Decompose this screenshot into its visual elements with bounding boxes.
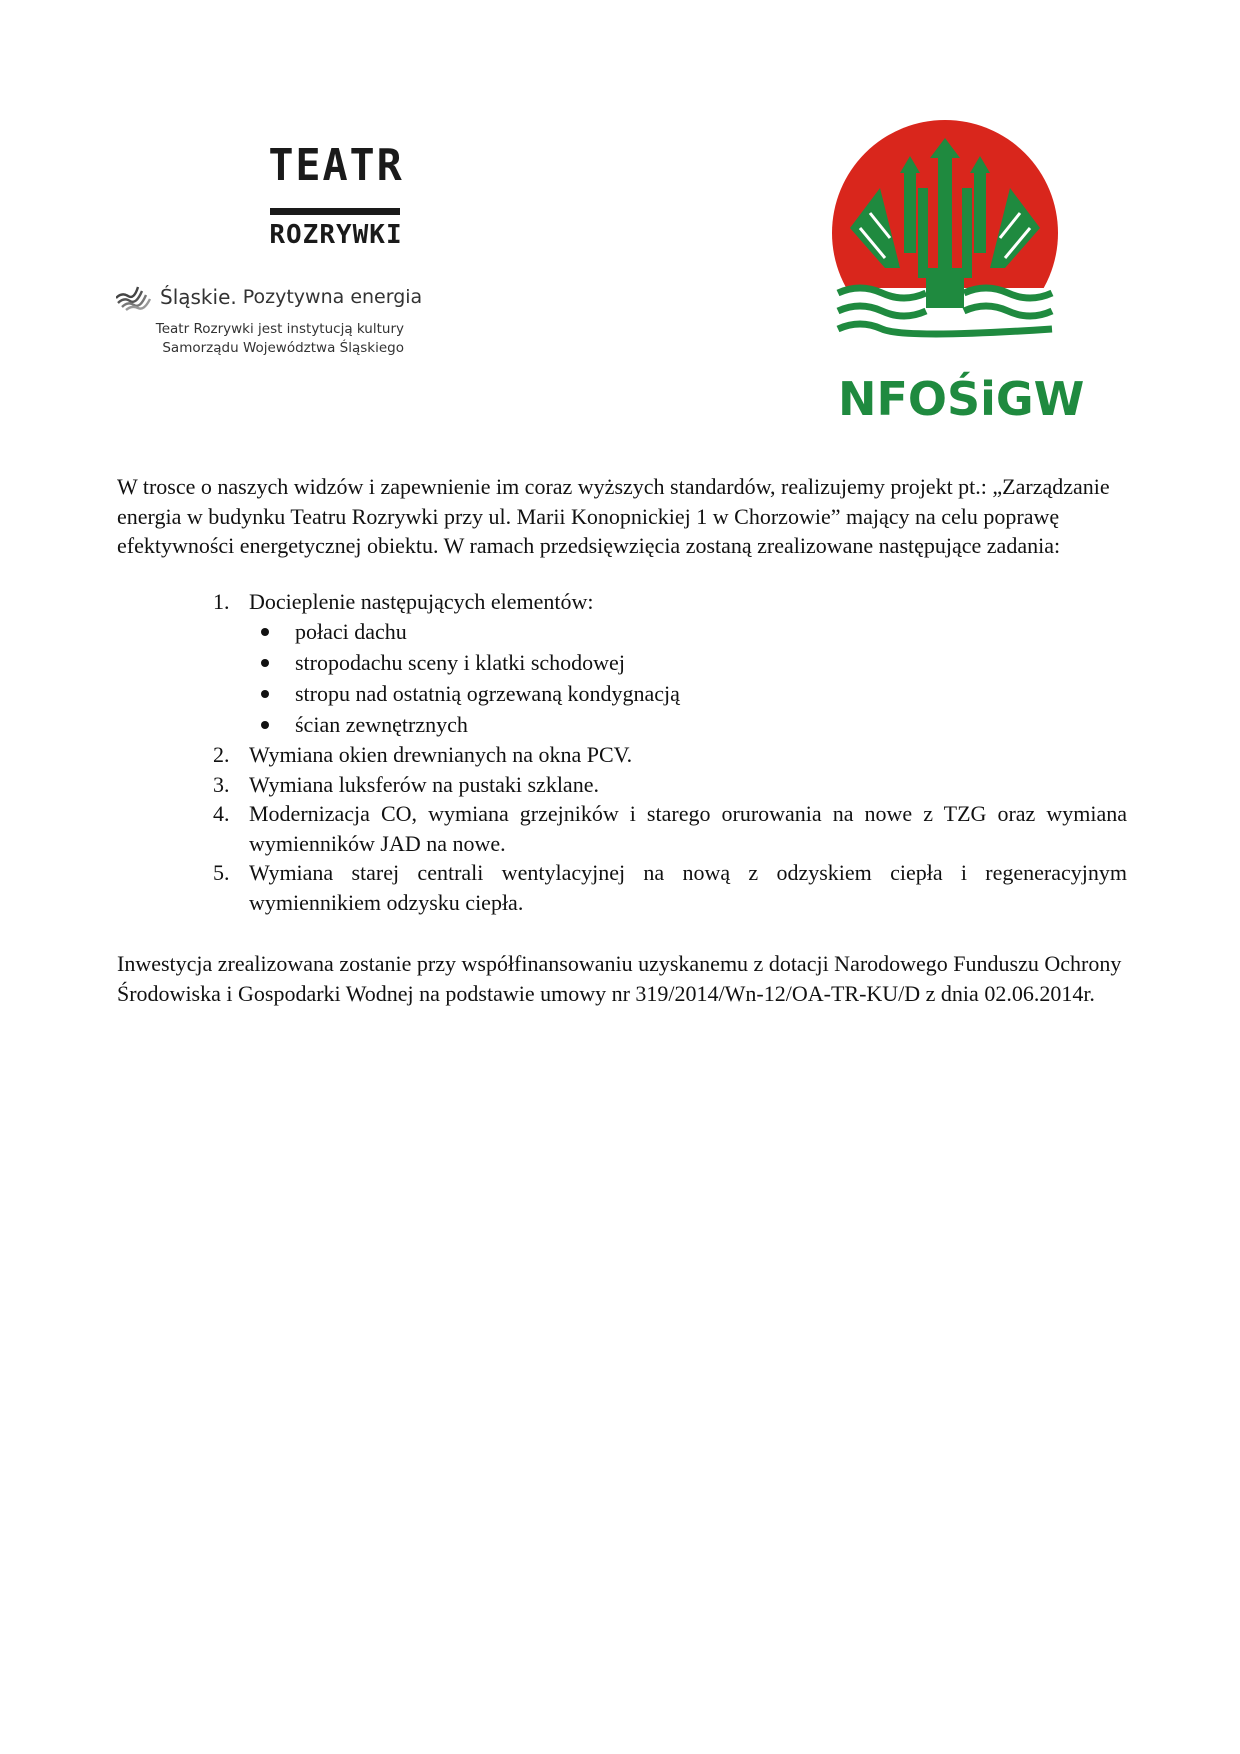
list-item — [213, 858, 1127, 917]
bullet-icon — [261, 690, 269, 698]
list-item — [213, 587, 1127, 617]
intro-paragraph: W trosce o naszych widzów i zapewnienie im coraz wyższych standardów, realizujemy projekt pt.: „Zarządzanie energia w budynku Teatru Rozrywki przy ul. Marii Konopnickiej 1 w Chorzowie” mający na celu poprawę efektywności energetycznej obiektu. W ramach przedsięwzięcia zostaną zrealizowane następujące zadania: — [117, 474, 1110, 558]
sub-list-item — [249, 709, 1127, 740]
sub-list-item — [249, 678, 1127, 709]
list-item — [213, 799, 1127, 858]
sub-list-item — [249, 616, 1127, 647]
institution-line2: Samorządu Województwa Śląskiego — [162, 340, 404, 356]
sub-list-item-text: połaci dachu — [295, 618, 407, 644]
list-item-text: Modernizacja CO, wymiana grzejników i starego orurowania na nowe z TZG oraz wymiana wymienników JAD na nowe. — [249, 801, 1127, 856]
slaskie-brand — [116, 280, 422, 314]
list-item-text: Wymiana starej centrali wentylacyjnej na nową z odzyskiem ciepła i regeneracyjnym wymiennikiem odzysku ciepła. — [249, 860, 1127, 915]
sub-list — [249, 616, 1127, 740]
list-item-text: Wymiana okien drewnianych na okna PCV. — [249, 742, 633, 767]
slaskie-tagline: Pozytywna energia — [242, 286, 423, 308]
sub-list-item — [249, 647, 1127, 678]
teatr-rozrywki-logo — [262, 140, 410, 268]
slaskie-name: Śląskie. — [160, 285, 237, 309]
document-body — [117, 472, 1127, 1008]
task-list — [213, 587, 1127, 918]
bullet-icon — [261, 628, 269, 636]
list-item — [213, 770, 1127, 800]
list-item-number: 3. — [213, 771, 230, 797]
bullet-icon — [261, 659, 269, 667]
closing-paragraph: Inwestycja zrealizowana zostanie przy współfinansowaniu uzyskanemu z dotacji Narodowego Funduszu Ochrony Środowiska i Gospodarki Wodnej na podstawie umowy nr 319/2014/Wn-12/OA-TR-KU/D z dnia 02.06.2014r. — [117, 951, 1122, 1006]
sub-list-item-text: stropodachu sceny i klatki schodowej — [295, 649, 625, 675]
slaskie-wave-icon — [116, 283, 152, 311]
list-item-number: 5. — [213, 860, 230, 885]
sub-list-item-text: ścian zewnętrznych — [295, 711, 468, 737]
list-item — [213, 740, 1127, 770]
teatr-logo-line2: ROZRYWKI — [269, 220, 403, 250]
institution-note — [120, 320, 404, 358]
institution-line1: Teatr Rozrywki jest instytucją kultury — [155, 321, 404, 337]
bullet-icon — [261, 721, 269, 729]
list-item-text: Wymiana luksferów na pustaki szklane. — [249, 771, 599, 797]
list-item-text: Docieplenie następujących elementów: — [249, 588, 594, 614]
list-item-number: 2. — [213, 742, 230, 767]
list-item-number: 4. — [213, 801, 230, 826]
nfosigw-name: NFOŚiGW — [838, 372, 1085, 426]
teatr-logo-line1: TEATR — [268, 140, 404, 191]
sub-list-item-text: stropu nad ostatnią ogrzewaną kondygnacją — [295, 680, 680, 706]
teatr-logo-bar — [270, 208, 400, 215]
list-item-number: 1. — [213, 588, 230, 614]
